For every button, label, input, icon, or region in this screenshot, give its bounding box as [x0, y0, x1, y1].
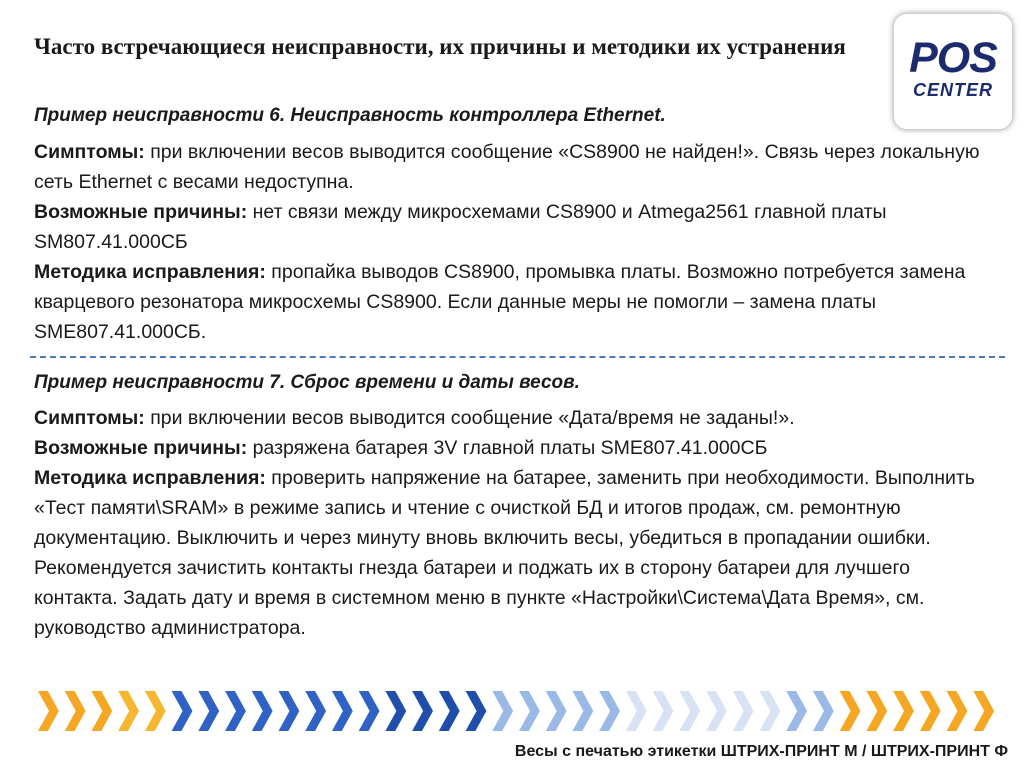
chevron-shape: [733, 691, 754, 731]
chevron-shape: [760, 691, 781, 731]
chevron-shape: [118, 691, 139, 731]
chevron-shape: [225, 691, 246, 731]
chevron-shape: [626, 691, 647, 731]
chevron-shape: [198, 691, 219, 731]
chevron-decor-band: [38, 691, 1000, 731]
causes-label: Возможные причины:: [34, 437, 248, 459]
chevron-shape: [706, 691, 727, 731]
logo-text-center: CENTER: [912, 80, 993, 100]
chevron-shape: [519, 691, 540, 731]
symptoms-label: Симптомы:: [34, 141, 145, 163]
example-7-symptoms: [34, 403, 994, 433]
chevron-shape: [679, 691, 700, 731]
example-6-causes: [34, 197, 994, 257]
example-6-body: [34, 137, 994, 347]
chevron-shape: [305, 691, 326, 731]
pos-center-logo: [893, 13, 1013, 130]
example-7-body: [34, 403, 994, 643]
chevron-shape: [439, 691, 460, 731]
chevron-shape: [599, 691, 620, 731]
method-label: Методика исправления:: [34, 467, 266, 489]
method-label: Методика исправления:: [34, 261, 266, 283]
footer-caption: Весы с печатью этикетки ШТРИХ-ПРИНТ М / ШТРИХ-ПРИНТ Ф: [514, 743, 1008, 760]
chevron-shape: [279, 691, 300, 731]
chevron-shape: [412, 691, 433, 731]
chevron-shape: [65, 691, 86, 731]
causes-text: нет связи между микросхемами CS8900 и Atmega2561 главной платы SM807.41.000СБ: [34, 201, 887, 253]
symptoms-text: при включении весов выводится сообщение «Дата/время не заданы!».: [144, 407, 795, 429]
chevron-shape: [866, 691, 887, 731]
example-7-title: Пример неисправности 7. Сброс времени и даты весов.: [34, 372, 580, 393]
causes-text: разряжена батарея 3V главной платы SME807.41.000СБ: [247, 437, 768, 459]
example-6-title: Пример неисправности 6. Неисправность контроллера Ethernet.: [34, 105, 666, 126]
chevron-shape: [947, 691, 968, 731]
chevron-shape: [91, 691, 112, 731]
symptoms-text: при включении весов выводится сообщение «CS8900 не найден!». Связь через локальную сеть Ethernet с весами недоступна.: [34, 141, 980, 193]
chevron-shape: [145, 691, 166, 731]
chevron-shape: [492, 691, 513, 731]
logo-text-pos: POS: [909, 34, 997, 82]
method-text: пропайка выводов CS8900, промывка платы. Возможно потребуется замена кварцевого резонатора микросхемы CS8900. Если данные меры не помогли – замена платы SME807.41.000СБ.: [34, 261, 966, 343]
chevron-shape: [973, 691, 994, 731]
chevron-shape: [813, 691, 834, 731]
chevron-shape: [466, 691, 487, 731]
chevron-shape: [786, 691, 807, 731]
dashed-separator: [30, 356, 1005, 358]
chevron-shape: [359, 691, 380, 731]
example-7-method: [34, 463, 994, 643]
chevron-shape: [38, 691, 59, 731]
chevron-shape: [385, 691, 406, 731]
chevron-shape: [893, 691, 914, 731]
chevron-shape: [840, 691, 861, 731]
example-6-symptoms: [34, 137, 994, 197]
causes-label: Возможные причины:: [34, 201, 248, 223]
chevron-shape: [546, 691, 567, 731]
chevron-shape: [920, 691, 941, 731]
symptoms-label: Симптомы:: [34, 407, 145, 429]
method-text: проверить напряжение на батарее, заменить при необходимости. Выполнить «Тест памяти\SRAM» в режиме запись и чтение с очисткой БД и итогов продаж, см. ремонтную документацию. Выключить и через минуту вновь включить весы, убедиться в пропадании ошибки. Рекомендуется зачистить контакты гнезда батареи и поджать их в сторону батареи для лучшего контакта. Задать дату и время в системном меню в пункте «Настройки\Система\Дата Время», см. руководство администратора.: [34, 467, 975, 639]
example-7-causes: [34, 433, 994, 463]
example-6-method: [34, 257, 994, 347]
chevron-shape: [252, 691, 273, 731]
chevron-shape: [653, 691, 674, 731]
chevron-shape: [572, 691, 593, 731]
slide-title: Часто встречающиеся неисправности, их причины и методики их устранения: [34, 34, 846, 59]
chevron-shape: [332, 691, 353, 731]
chevron-shape: [172, 691, 193, 731]
